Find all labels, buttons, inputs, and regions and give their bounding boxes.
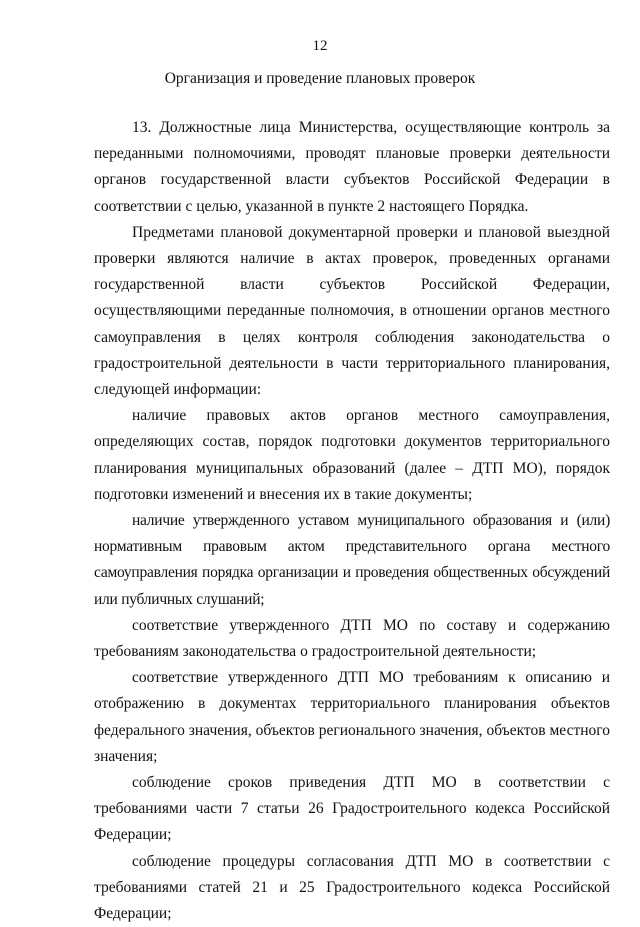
list-item-public-hearings: наличие утвержденного уставом муниципального образования и (или) нормативным правовым актом представительного органа местного самоуправления порядка организации и проведения общественных обсуждений или публичных слушаний; — [94, 512, 610, 608]
list-item-approval-procedure: соблюдение процедуры согласования ДТП МО в соответствии с требованиями статей 21 и 25 Градостроительного кодекса Российской Федерации; — [94, 852, 610, 923]
document-body — [94, 115, 610, 927]
section-title: Организация и проведение плановых проверок — [164, 70, 476, 87]
paragraph-13: 13. Должностные лица Министерства, осуществляющие контроль за переданными полномочиями, проводят плановые проверки деятельности органов государственной власти субъектов Российской Федерации в соответствии с целью, указанной в пункте 2 настоящего Порядка. — [94, 119, 610, 215]
page-number: 12 — [312, 38, 328, 54]
list-item-legal-acts: наличие правовых актов органов местного самоуправления, определяющих состав, порядок подготовки документов территориального планирования муниципальных образований (далее – ДТП МО), порядок подготовки изменений и внесения их в такие документы; — [94, 407, 610, 503]
list-item-objects-display: соответствие утвержденного ДТП МО требованиям к описанию и отображению в документах территориального планирования объектов федерального значения, объектов регионального значения, объектов местного значения; — [94, 669, 610, 765]
list-item-deadlines: соблюдение сроков приведения ДТП МО в соответствии с требованиями части 7 статьи 26 Градостроительного кодекса Российской Федерации; — [94, 774, 610, 844]
list-item-composition-compliance: соответствие утвержденного ДТП МО по составу и содержанию требованиям законодательства о градостроительной деятельности; — [94, 616, 610, 661]
paragraph-inspection-subjects: Предметами плановой документарной проверки и плановой выездной проверки являются наличие в актах проверок, проведенных органами государственной власти субъектов Российской Федерации, осуществляющими переданные полномочия, в отношении органов местного самоуправления в целях контроля соблюдения законодательства о градостроительной деятельности в части территориального планирования, следующей информации: — [94, 223, 610, 399]
